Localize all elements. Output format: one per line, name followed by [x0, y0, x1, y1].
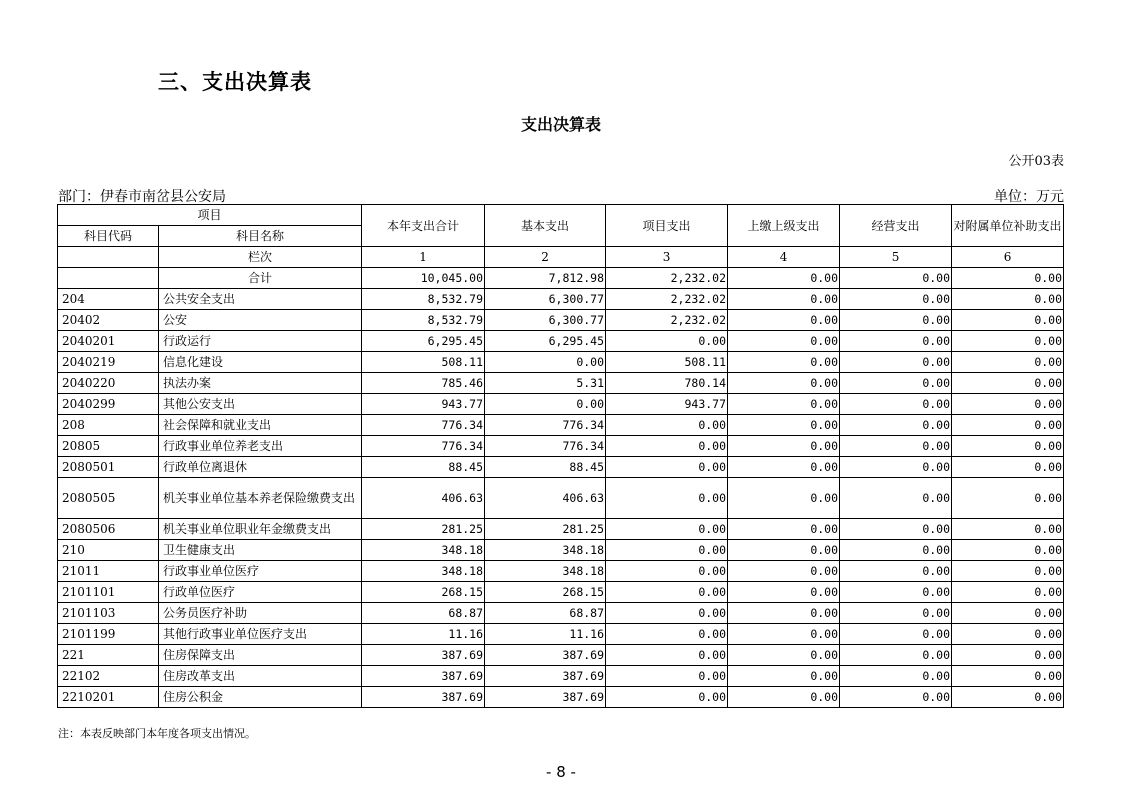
subject-code-cell: 2040299: [58, 394, 159, 415]
value-cell: 0.00: [952, 519, 1064, 540]
value-cell: 0.00: [606, 603, 728, 624]
value-cell: 0.00: [840, 436, 952, 457]
value-cell: 348.18: [362, 540, 485, 561]
subject-name-cell: 公安: [159, 310, 362, 331]
value-cell: 0.00: [840, 519, 952, 540]
value-cell: 0.00: [840, 394, 952, 415]
table-row: [58, 540, 1064, 561]
header-subsidy-expense: 对附属单位补助支出: [952, 205, 1064, 247]
value-cell: 0.00: [606, 478, 728, 519]
table-row: [58, 352, 1064, 373]
subject-code-cell: 2040201: [58, 331, 159, 352]
value-cell: 387.69: [485, 666, 606, 687]
value-cell: 0.00: [952, 394, 1064, 415]
value-cell: 0.00: [606, 666, 728, 687]
value-cell: 0.00: [840, 352, 952, 373]
total-value: 7,812.98: [485, 268, 606, 289]
total-value: 10,045.00: [362, 268, 485, 289]
section-title: 三、支出决算表: [158, 70, 312, 94]
subject-name-cell: 行政事业单位医疗: [159, 561, 362, 582]
subject-name-cell: 机关事业单位基本养老保险缴费支出: [159, 478, 362, 519]
department-label: 部门：伊春市南岔县公安局: [58, 189, 226, 205]
value-cell: 0.00: [728, 666, 840, 687]
value-cell: 0.00: [606, 624, 728, 645]
table-row: [58, 457, 1064, 478]
value-cell: 387.69: [362, 687, 485, 708]
value-cell: 0.00: [728, 415, 840, 436]
value-cell: 0.00: [606, 687, 728, 708]
value-cell: 88.45: [485, 457, 606, 478]
table-title: 支出决算表: [520, 115, 601, 134]
table-row: [58, 310, 1064, 331]
value-cell: 0.00: [952, 436, 1064, 457]
value-cell: 268.15: [362, 582, 485, 603]
value-cell: 0.00: [952, 457, 1064, 478]
value-cell: 0.00: [952, 645, 1064, 666]
value-cell: 11.16: [485, 624, 606, 645]
value-cell: 0.00: [728, 624, 840, 645]
value-cell: 0.00: [606, 519, 728, 540]
value-cell: 11.16: [362, 624, 485, 645]
value-cell: 0.00: [840, 373, 952, 394]
value-cell: 2,232.02: [606, 310, 728, 331]
table-row: [58, 624, 1064, 645]
subject-code-cell: 21011: [58, 561, 159, 582]
value-cell: 0.00: [728, 352, 840, 373]
value-cell: 0.00: [728, 519, 840, 540]
header-row-index: 栏次: [159, 247, 362, 268]
subject-code-cell: 2210201: [58, 687, 159, 708]
subject-name-cell: 行政运行: [159, 331, 362, 352]
table-code: 公开03表: [1008, 154, 1064, 169]
value-cell: 268.15: [485, 582, 606, 603]
table-row: [58, 603, 1064, 624]
value-cell: 0.00: [840, 666, 952, 687]
subject-code-cell: 221: [58, 645, 159, 666]
subject-code-cell: 2080501: [58, 457, 159, 478]
value-cell: 0.00: [952, 310, 1064, 331]
value-cell: 0.00: [728, 478, 840, 519]
value-cell: 0.00: [840, 478, 952, 519]
subject-name-cell: 其他行政事业单位医疗支出: [159, 624, 362, 645]
subject-name-cell: 其他公安支出: [159, 394, 362, 415]
header-operating-expense: 经营支出: [840, 205, 952, 247]
table-row: [58, 394, 1064, 415]
header-item: 项目: [58, 205, 362, 226]
value-cell: 0.00: [840, 457, 952, 478]
subject-code-cell: 2080506: [58, 519, 159, 540]
value-cell: 0.00: [728, 645, 840, 666]
value-cell: 0.00: [485, 352, 606, 373]
col-number: 1: [362, 247, 485, 268]
subject-name-cell: 行政单位离退休: [159, 457, 362, 478]
subject-name-cell: 住房保障支出: [159, 645, 362, 666]
value-cell: 776.34: [362, 436, 485, 457]
col-number: 5: [840, 247, 952, 268]
total-label: 合计: [159, 268, 362, 289]
table-row: [58, 519, 1064, 540]
expense-table: [57, 204, 1064, 708]
column-number-row: [58, 247, 1064, 268]
value-cell: 0.00: [606, 331, 728, 352]
value-cell: 0.00: [728, 373, 840, 394]
value-cell: 0.00: [728, 331, 840, 352]
value-cell: 0.00: [952, 582, 1064, 603]
value-cell: 8,532.79: [362, 310, 485, 331]
value-cell: 387.69: [485, 687, 606, 708]
value-cell: 0.00: [606, 457, 728, 478]
subject-code-cell: 20402: [58, 310, 159, 331]
value-cell: 0.00: [728, 687, 840, 708]
subject-code-cell: 2040219: [58, 352, 159, 373]
value-cell: 281.25: [485, 519, 606, 540]
value-cell: 0.00: [728, 457, 840, 478]
subject-code-cell: 204: [58, 289, 159, 310]
table-row: [58, 666, 1064, 687]
table-row: [58, 289, 1064, 310]
table-row: [58, 436, 1064, 457]
value-cell: 281.25: [362, 519, 485, 540]
blank-cell: [58, 247, 159, 268]
value-cell: 348.18: [362, 561, 485, 582]
total-value: 0.00: [840, 268, 952, 289]
value-cell: 0.00: [606, 415, 728, 436]
value-cell: 0.00: [952, 561, 1064, 582]
total-value: 0.00: [952, 268, 1064, 289]
subject-code-cell: 2101101: [58, 582, 159, 603]
header-row: [58, 205, 1064, 226]
subject-name-cell: 公务员医疗补助: [159, 603, 362, 624]
value-cell: 0.00: [485, 394, 606, 415]
subject-code-cell: 2040220: [58, 373, 159, 394]
value-cell: 0.00: [952, 540, 1064, 561]
value-cell: 0.00: [952, 331, 1064, 352]
value-cell: 0.00: [840, 289, 952, 310]
subject-code-cell: 22102: [58, 666, 159, 687]
value-cell: 0.00: [728, 603, 840, 624]
value-cell: 0.00: [840, 415, 952, 436]
header-subject-name: 科目名称: [159, 226, 362, 247]
value-cell: 0.00: [840, 582, 952, 603]
table-row: [58, 478, 1064, 519]
value-cell: 0.00: [606, 645, 728, 666]
col-number: 4: [728, 247, 840, 268]
value-cell: 0.00: [952, 373, 1064, 394]
value-cell: 0.00: [952, 289, 1064, 310]
value-cell: 387.69: [362, 645, 485, 666]
value-cell: 0.00: [840, 310, 952, 331]
value-cell: 6,295.45: [485, 331, 606, 352]
value-cell: 776.34: [485, 415, 606, 436]
table-row: [58, 373, 1064, 394]
value-cell: 776.34: [485, 436, 606, 457]
value-cell: 0.00: [840, 645, 952, 666]
header-subject-code: 科目代码: [58, 226, 159, 247]
subject-name-cell: 住房改革支出: [159, 666, 362, 687]
value-cell: 780.14: [606, 373, 728, 394]
value-cell: 0.00: [952, 666, 1064, 687]
value-cell: 0.00: [728, 310, 840, 331]
value-cell: 0.00: [728, 540, 840, 561]
value-cell: 0.00: [728, 394, 840, 415]
subject-name-cell: 信息化建设: [159, 352, 362, 373]
value-cell: 68.87: [362, 603, 485, 624]
value-cell: 387.69: [362, 666, 485, 687]
subject-name-cell: 公共安全支出: [159, 289, 362, 310]
value-cell: 6,295.45: [362, 331, 485, 352]
value-cell: 5.31: [485, 373, 606, 394]
table-row: [58, 415, 1064, 436]
value-cell: 0.00: [606, 561, 728, 582]
subject-code-cell: 2101103: [58, 603, 159, 624]
value-cell: 0.00: [840, 331, 952, 352]
value-cell: 68.87: [485, 603, 606, 624]
value-cell: 0.00: [952, 352, 1064, 373]
value-cell: 0.00: [952, 603, 1064, 624]
subject-name-cell: 卫生健康支出: [159, 540, 362, 561]
subject-name-cell: 机关事业单位职业年金缴费支出: [159, 519, 362, 540]
header-upper-expense: 上缴上级支出: [728, 205, 840, 247]
value-cell: 776.34: [362, 415, 485, 436]
value-cell: 0.00: [728, 436, 840, 457]
blank-cell: [58, 268, 159, 289]
subject-name-cell: 社会保障和就业支出: [159, 415, 362, 436]
subject-code-cell: 20805: [58, 436, 159, 457]
col-number: 2: [485, 247, 606, 268]
value-cell: 406.63: [485, 478, 606, 519]
subject-name-cell: 住房公积金: [159, 687, 362, 708]
value-cell: 348.18: [485, 561, 606, 582]
unit-label: 单位：万元: [994, 189, 1064, 205]
col-number: 6: [952, 247, 1064, 268]
subject-code-cell: 210: [58, 540, 159, 561]
subject-code-cell: 208: [58, 415, 159, 436]
table-row: [58, 645, 1064, 666]
value-cell: 943.77: [362, 394, 485, 415]
header-project-expense: 项目支出: [606, 205, 728, 247]
col-number: 3: [606, 247, 728, 268]
subject-name-cell: 执法办案: [159, 373, 362, 394]
value-cell: 0.00: [606, 436, 728, 457]
value-cell: 0.00: [840, 603, 952, 624]
value-cell: 348.18: [485, 540, 606, 561]
value-cell: 6,300.77: [485, 310, 606, 331]
value-cell: 0.00: [728, 561, 840, 582]
value-cell: 508.11: [606, 352, 728, 373]
total-value: 0.00: [728, 268, 840, 289]
subject-name-cell: 行政单位医疗: [159, 582, 362, 603]
value-cell: 6,300.77: [485, 289, 606, 310]
total-row: [58, 268, 1064, 289]
value-cell: 0.00: [952, 624, 1064, 645]
total-value: 2,232.02: [606, 268, 728, 289]
subject-code-cell: 2080505: [58, 478, 159, 519]
table-row: [58, 582, 1064, 603]
subject-name-cell: 行政事业单位养老支出: [159, 436, 362, 457]
value-cell: 0.00: [606, 540, 728, 561]
value-cell: 0.00: [952, 478, 1064, 519]
value-cell: 2,232.02: [606, 289, 728, 310]
value-cell: 785.46: [362, 373, 485, 394]
value-cell: 406.63: [362, 478, 485, 519]
table-row: [58, 561, 1064, 582]
value-cell: 0.00: [840, 624, 952, 645]
page-number: - 8 -: [546, 763, 576, 781]
value-cell: 0.00: [952, 415, 1064, 436]
value-cell: 8,532.79: [362, 289, 485, 310]
value-cell: 508.11: [362, 352, 485, 373]
table-row: [58, 687, 1064, 708]
header-total-expense: 本年支出合计: [362, 205, 485, 247]
footnote: 注：本表反映部门本年度各项支出情况。: [58, 727, 256, 740]
subject-code-cell: 2101199: [58, 624, 159, 645]
value-cell: 0.00: [606, 582, 728, 603]
value-cell: 0.00: [840, 561, 952, 582]
value-cell: 0.00: [728, 289, 840, 310]
value-cell: 0.00: [952, 687, 1064, 708]
value-cell: 0.00: [728, 582, 840, 603]
value-cell: 943.77: [606, 394, 728, 415]
value-cell: 0.00: [840, 687, 952, 708]
header-basic-expense: 基本支出: [485, 205, 606, 247]
value-cell: 387.69: [485, 645, 606, 666]
table-row: [58, 331, 1064, 352]
value-cell: 88.45: [362, 457, 485, 478]
value-cell: 0.00: [840, 540, 952, 561]
